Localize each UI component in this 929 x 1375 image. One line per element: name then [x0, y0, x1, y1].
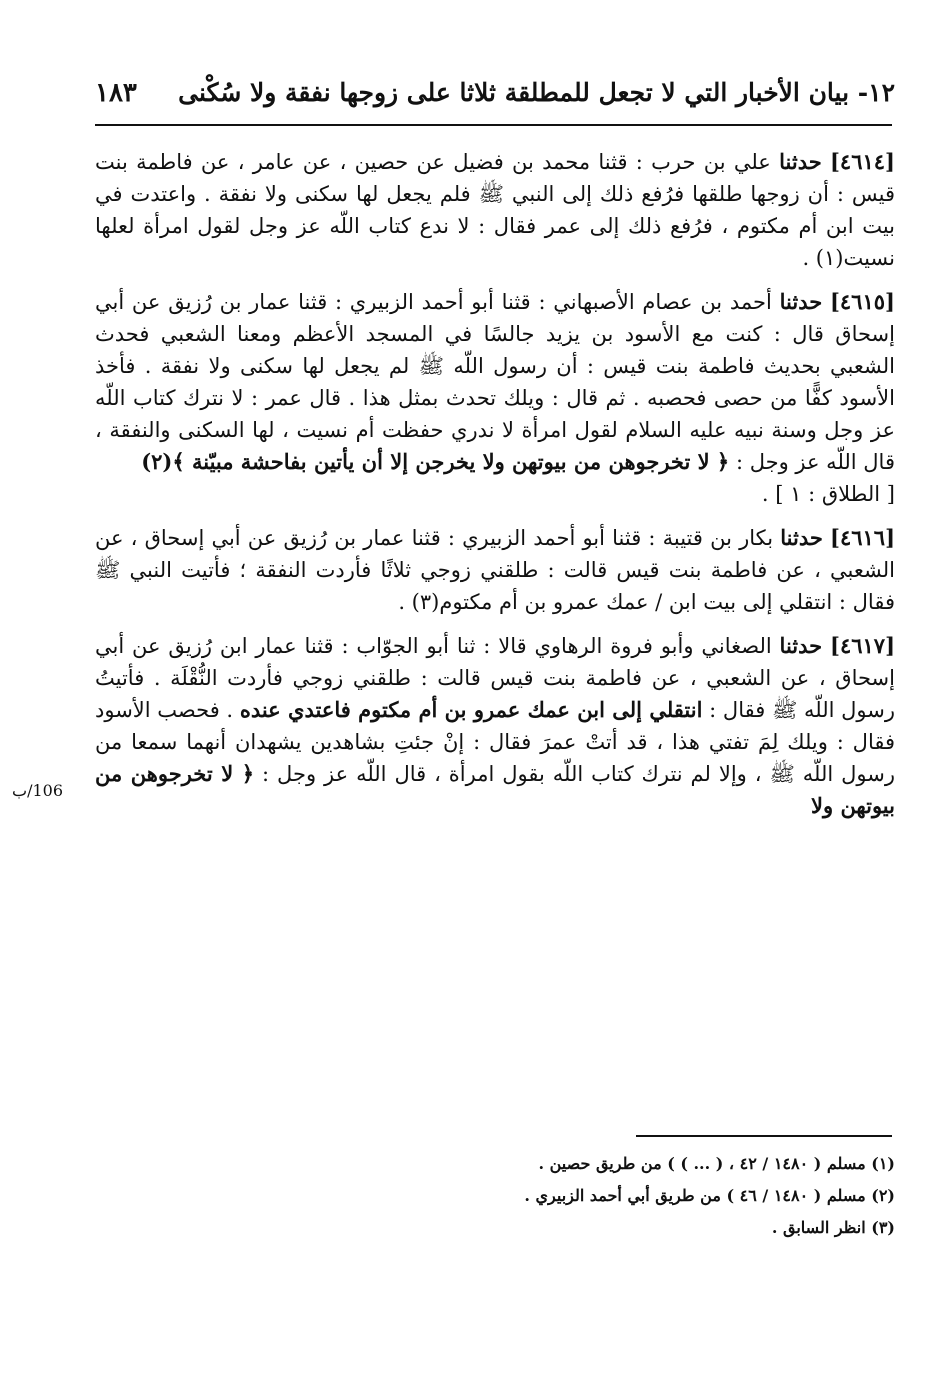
quran-quote: ﴿ لا تخرجوهن من بيوتهن ولا يخرجن إلا أن يأتين بفاحشة مبيّنة ﴾(٢) — [141, 449, 730, 474]
footnote: (٣) انظر السابق . — [771, 1218, 895, 1237]
hadith-number: [٤٦١٥] — [829, 289, 895, 314]
hadith-text: بكار بن قتيبة : قثنا أبو أحمد الزبيري : قثنا عمار بن رُزيق عن أبي إسحاق ، عن الشعبي ، عن فاطمة بنت قيس قالت : طلقني زوجي ثلاثًا فأردت النفقة ؛ فأتيت النبي ﷺ فقال : انتقلي إلى بيت ابن / عمك عمرو بن أم مكتوم(٣) . — [95, 526, 895, 614]
hadith-number: [٤٦١٧] — [830, 633, 895, 658]
quran-citation: [ الطلاق : ١ ] . — [761, 482, 895, 506]
quran-quote: ﴿ لا تخرجوهن من بيوتهن ولا — [95, 761, 895, 818]
hadith-entry-4617 — [95, 630, 895, 822]
hadith-text: علي بن حرب : قثنا محمد بن فضيل عن حصين ، عن عامر ، عن فاطمة بنت قيس : أن زوجها طلقها فرُفع ذلك إلى النبي ﷺ فلم يجعل لها سكنى ولا نفقة . واعتدت في بيت ابن أم مكتوم ، فرُفع ذلك إلى عمر فقال : لا ندع كتاب اللّه عز وجل لقول امرأة لعلها نسيت(١) . — [95, 150, 895, 270]
footnote: (٢) مسلم ( ١٤٨٠ / ٤٦ ) من طريق أبي أحمد الزبيري . — [524, 1186, 895, 1205]
page-number: ١٨٣ — [95, 78, 137, 108]
hadith-text: أحمد بن عصام الأصبهاني : قثنا أبو أحمد الزبيري : قثنا عمار بن رُزيق عن أبي إسحاق قال : كنت مع الأسود بن يزيد جالسًا في المسجد الأعظم ومعنا الشعبي فحدث الشعبي بحديث فاطمة بنت قيس : أن رسول اللّه ﷺ لم يجعل لها سكنى ولا نفقة . فأخذ الأسود كفًّا من حصى فحصبه . ثم قال : ويلك تحدث بمثل هذا . قال عمر : لا نترك كتاب اللّه عز وجل وسنة نبيه عليه السلام لقول امرأة لا ندري حفظت أم نسيت ، لها السكنى والنفقة ، قال اللّه عز وجل : — [95, 290, 895, 474]
hadith-bold-text: انتقلي إلى ابن عمك عمرو بن أم مكتوم فاعتدي عنده — [239, 697, 703, 722]
hadith-opening: حدثنا — [779, 289, 823, 314]
footnote-rule — [636, 1135, 892, 1137]
hadith-text: . فحصب الأسود فقال : ويلك لِمَ تفتي هذا ، قد أتتْ عمرَ فقال : إنْ جئتِ بشاهدين يشهدان أنهما سمعا من رسول اللّه ﷺ ، وإلا لم نترك كتاب اللّه بقول امرأة ، قال اللّه عز وجل : — [95, 698, 895, 786]
hadith-body — [95, 146, 895, 822]
chapter-title: ١٢- بيان الأخبار التي لا تجعل للمطلقة ثلاثا على زوجها نفقة ولا سُكْنى — [178, 78, 895, 107]
hadith-entry-4616 — [95, 522, 895, 618]
hadith-text: الصغاني وأبو فروة الرهاوي قالا : ثنا أبو الجوّاب : قثنا عمار ابن رُزيق عن أبي إسحاق ، عن الشعبي ، عن فاطمة بنت قيس قالت : طلقني زوجي فأردت النُّقْلَة . فأتيتُ رسول اللّه ﷺ فقال : — [95, 634, 895, 722]
page-header — [95, 78, 895, 122]
hadith-opening: حدثنا — [779, 633, 823, 658]
hadith-entry-4614 — [95, 146, 895, 274]
hadith-opening: حدثنا — [779, 149, 822, 174]
hadith-opening: حدثنا — [780, 525, 823, 550]
hadith-number: [٤٦١٦] — [830, 525, 896, 550]
footnote: (١) مسلم ( ١٤٨٠ / ٤٢ ، ( ... ) ) من طريق حصين . — [538, 1154, 895, 1173]
manuscript-folio-note: 106/ب — [12, 781, 63, 800]
header-rule — [95, 124, 892, 126]
hadith-entry-4615 — [95, 286, 895, 510]
hadith-number: [٤٦١٤] — [829, 149, 895, 174]
footnotes — [95, 1148, 895, 1244]
